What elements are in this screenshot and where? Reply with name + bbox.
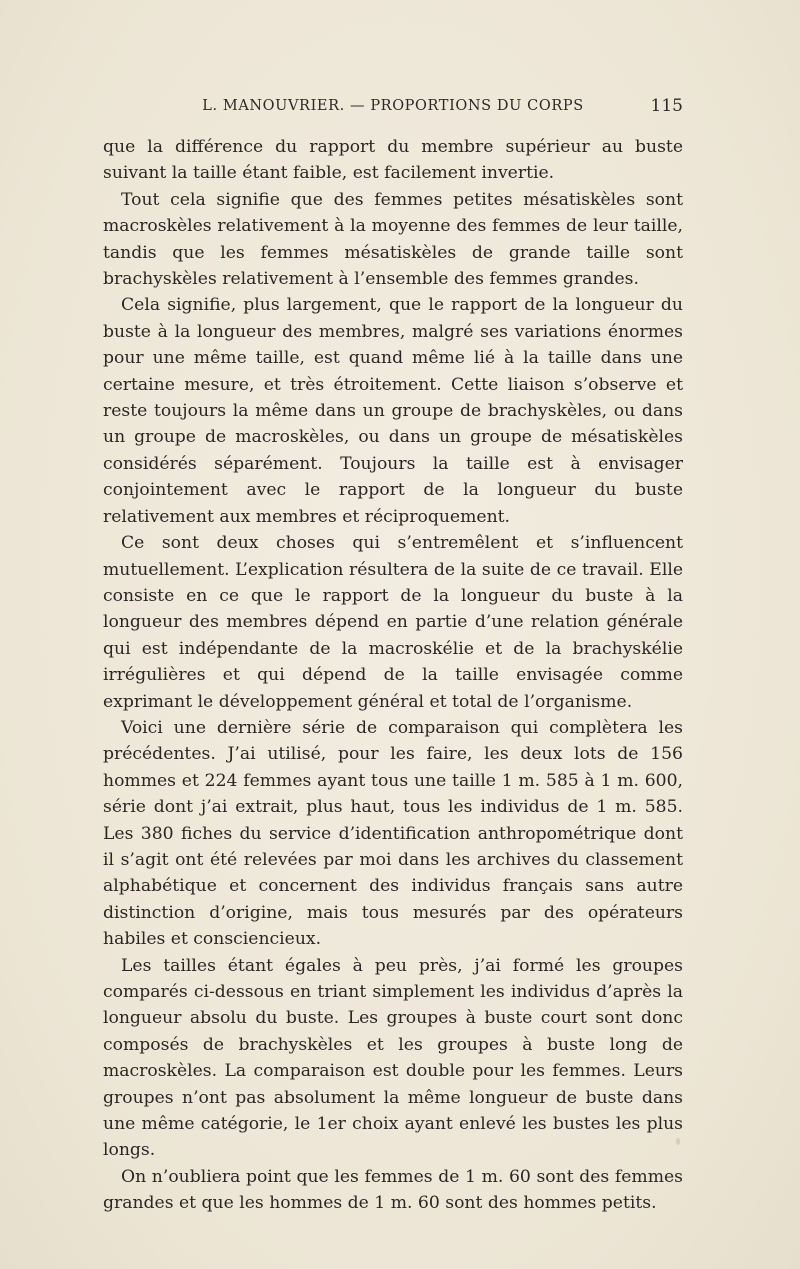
paper-fleck xyxy=(676,1138,680,1145)
body-text xyxy=(103,134,683,1217)
paragraph-6: Les tailles étant égales à peu près, j’ai formé les groupes comparés ci-dessous en triant simplement les individus d’après la longueur absolu du buste. Les groupes à buste court sont donc composés de brachyskèles et les groupes à buste long de macroskèles. La comparaison est double pour les femmes. Leurs groupes n’ont pas absolument la même longueur de buste dans une même catégorie, le 1er choix ayant enlevé les bustes les plus longs. xyxy=(103,955,683,1161)
running-head xyxy=(103,96,683,120)
paragraph-4: Ce sont deux choses qui s’entremêlent et s’influencent mutuellement. L’explication résultera de la suite de ce travail. Elle consiste en ce que le rapport de la longueur du buste à la longueur des membres dépend en partie d’une relation générale qui est indépendante de la macroskélie et de la brachyskélie irrégulières et qui dépend de la taille envisagée comme exprimant le développement général et total de l’organisme. xyxy=(103,533,683,712)
paragraph-1: que la différence du rapport du membre supérieur au buste suivant la taille étant faible, est facilement invertie. xyxy=(103,137,683,184)
page-number: 115 xyxy=(650,96,683,116)
paragraph-3: Cela signifie, plus largement, que le rapport de la longueur du buste à la longueur des membres, malgré ses variations énormes pour une même taille, est quand même lié à la taille dans une certaine mesure, et très étroitement. Cette liaison s’observe et reste toujours la même dans un groupe de brachyskèles, ou dans un groupe de macroskèles, ou dans un groupe de mésatiskèles considérés séparément. Toujours la taille est à envisager conjointement avec le rapport de la longueur du buste relativement aux membres et réciproquement. xyxy=(103,295,683,527)
paragraph-7: On n’oubliera point que les femmes de 1 m. 60 sont des femmes grandes et que les hommes de 1 m. 60 sont des hommes petits. xyxy=(103,1166,683,1214)
paragraph-2: Tout cela signifie que des femmes petites mésatiskèles sont macroskèles relativement à la moyenne des femmes de leur taille, tandis que les femmes mésatiskèles de grande taille sont brachyskèles relativement à l’ensemble des femmes grandes. xyxy=(103,189,683,290)
paragraph-5: Voici une dernière série de comparaison qui complètera les précédentes. J’ai utilisé, pour les faire, les deux lots de 156 hommes et 224 femmes ayant tous une taille 1 m. 585 à 1 m. 600, série dont j’ai extrait, plus haut, tous les individus de 1 m. 585. Les 380 fiches du service d’identification anthropométrique dont il s’agit ont été relevées par moi dans les archives du classement alphabétique et concernent des individus français sans autre distinction d’origine, mais tous mesurés par des opérateurs habiles et consciencieux. xyxy=(103,717,683,950)
running-head-title: L. MANOUVRIER. — PROPORTIONS DU CORPS xyxy=(202,98,584,114)
